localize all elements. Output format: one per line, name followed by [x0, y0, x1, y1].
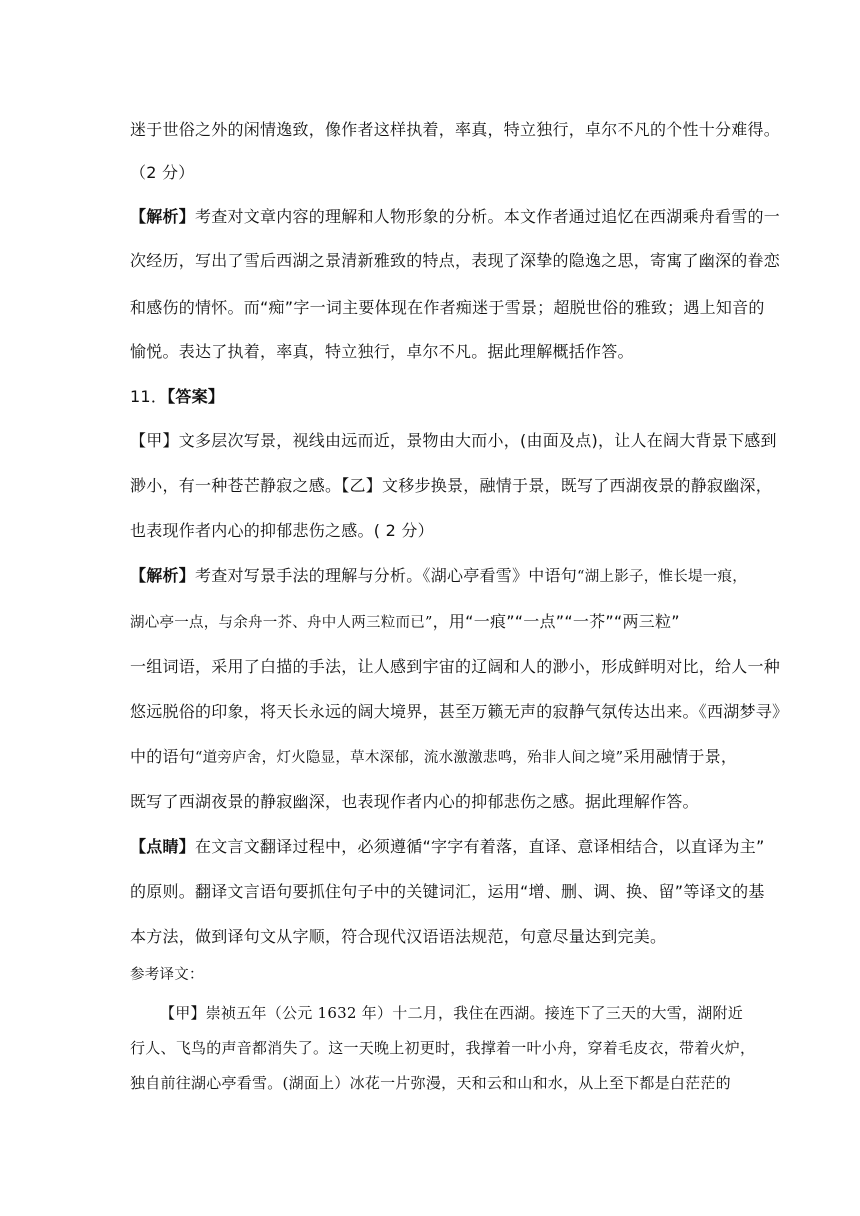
text-line: 也表现作者内心的抑郁悲伤之感。( 2 分） [130, 521, 434, 540]
quoted-text: “湖上影子，惟长堤一痕， [577, 569, 747, 585]
text-line: 既写了西湖夜景的静寂幽深，也表现作者内心的抑郁悲伤之感。据此理解作答。 [130, 792, 699, 811]
answer-label: 【答案】 [167, 387, 225, 406]
analysis-label: 【解析】 [130, 207, 196, 226]
line-text: 中的语句 [130, 747, 196, 766]
translation-line: 【甲】崇祯五年（公元 1632 年）十二月，我住在西湖。接连下了三天的大雪，湖附近 [160, 1004, 743, 1022]
text-line: 本方法，做到译句文从字顺，符合现代汉语语法规范，句意尽量达到完美。 [130, 927, 667, 946]
text-line: 和感伤的情怀。而“痴”字一词主要体现在作者痴迷于雪景；超脱世俗的雅致；遇上知音的 [130, 298, 765, 317]
text-line [130, 747, 737, 768]
text-line: 迷于世俗之外的闲情逸致，像作者这样执着，率真，特立独行，卓尔不凡的个性十分难得。 [130, 120, 781, 139]
translation-line: 独自前往湖心亭看雪。(湖面上）冰花一片弥漫，天和云和山和水，从上至下都是白茫茫的 [130, 1074, 731, 1092]
analysis-label: 【解析】 [130, 566, 196, 585]
reference-translation-heading: 参考译文： [130, 967, 204, 983]
quoted-text: 湖心亭一点，与余舟一芥、舟中人两三粒而已” [130, 615, 433, 631]
text-line: 的原则。翻译文言语句要抓住句子中的关键词汇，运用“增、删、调、换、留”等译文的基 [130, 882, 765, 901]
analysis-line [130, 207, 780, 227]
text-line: 【甲】文多层次写景，视线由远而近，景物由大而小，(由面及点)，让人在阔大背景下感到 [130, 431, 777, 450]
text-line: 愉悦。表达了执着，率真，特立独行，卓尔不凡。据此理解概括作答。 [130, 342, 634, 361]
text-line: 一组词语，采用了白描的手法，让人感到宇宙的辽阔和人的渺小，形成鲜明对比，给人一种 [130, 657, 781, 676]
quoted-text: “道旁庐舍，灯火隐显，草木深郁，流水激激悲鸣，殆非人间之境” [195, 750, 624, 766]
line-text: 采用融情于景， [623, 747, 738, 766]
text-line: 次经历，写出了雪后西湖之景清新雅致的特点，表现了深挚的隐逸之思，寄寓了幽深的眷恋 [130, 251, 781, 270]
text-line [130, 612, 680, 633]
analysis-text: 考查对文章内容的理解和人物形象的分析。本文作者通过追忆在西湖乘舟看雪的一 [195, 207, 781, 226]
question-number-line [130, 387, 224, 407]
analysis-text: 考查对写景手法的理解与分析。《湖心亭看雪》中语句 [195, 566, 578, 585]
line-text: ，用“一痕”“一点”“一芥”“两三粒” [432, 612, 680, 631]
analysis-line [130, 566, 747, 587]
text-line: 悠远脱俗的印象，将天长永远的阔大境界，甚至万籁无声的寂静气氛传达出来。《西湖梦寻》 [130, 702, 789, 721]
translation-line: 行人、飞鸟的声音都消失了。这一天晚上初更时，我撑着一叶小舟，穿着毛皮衣，带着火炉， [130, 1039, 756, 1057]
tip-line [130, 837, 765, 857]
question-number: 11． [130, 387, 168, 406]
text-line: 渺小，有一种苍芒静寂之感。【乙】文移步换景，融情于景，既写了西湖夜景的静寂幽深， [130, 476, 773, 495]
tip-text: 在文言文翻译过程中，必须遵循“字字有着落，直译、意译相结合，以直译为主” [195, 837, 765, 856]
score-note: （2 分） [130, 163, 195, 182]
tip-label: 【点睛】 [130, 837, 196, 856]
